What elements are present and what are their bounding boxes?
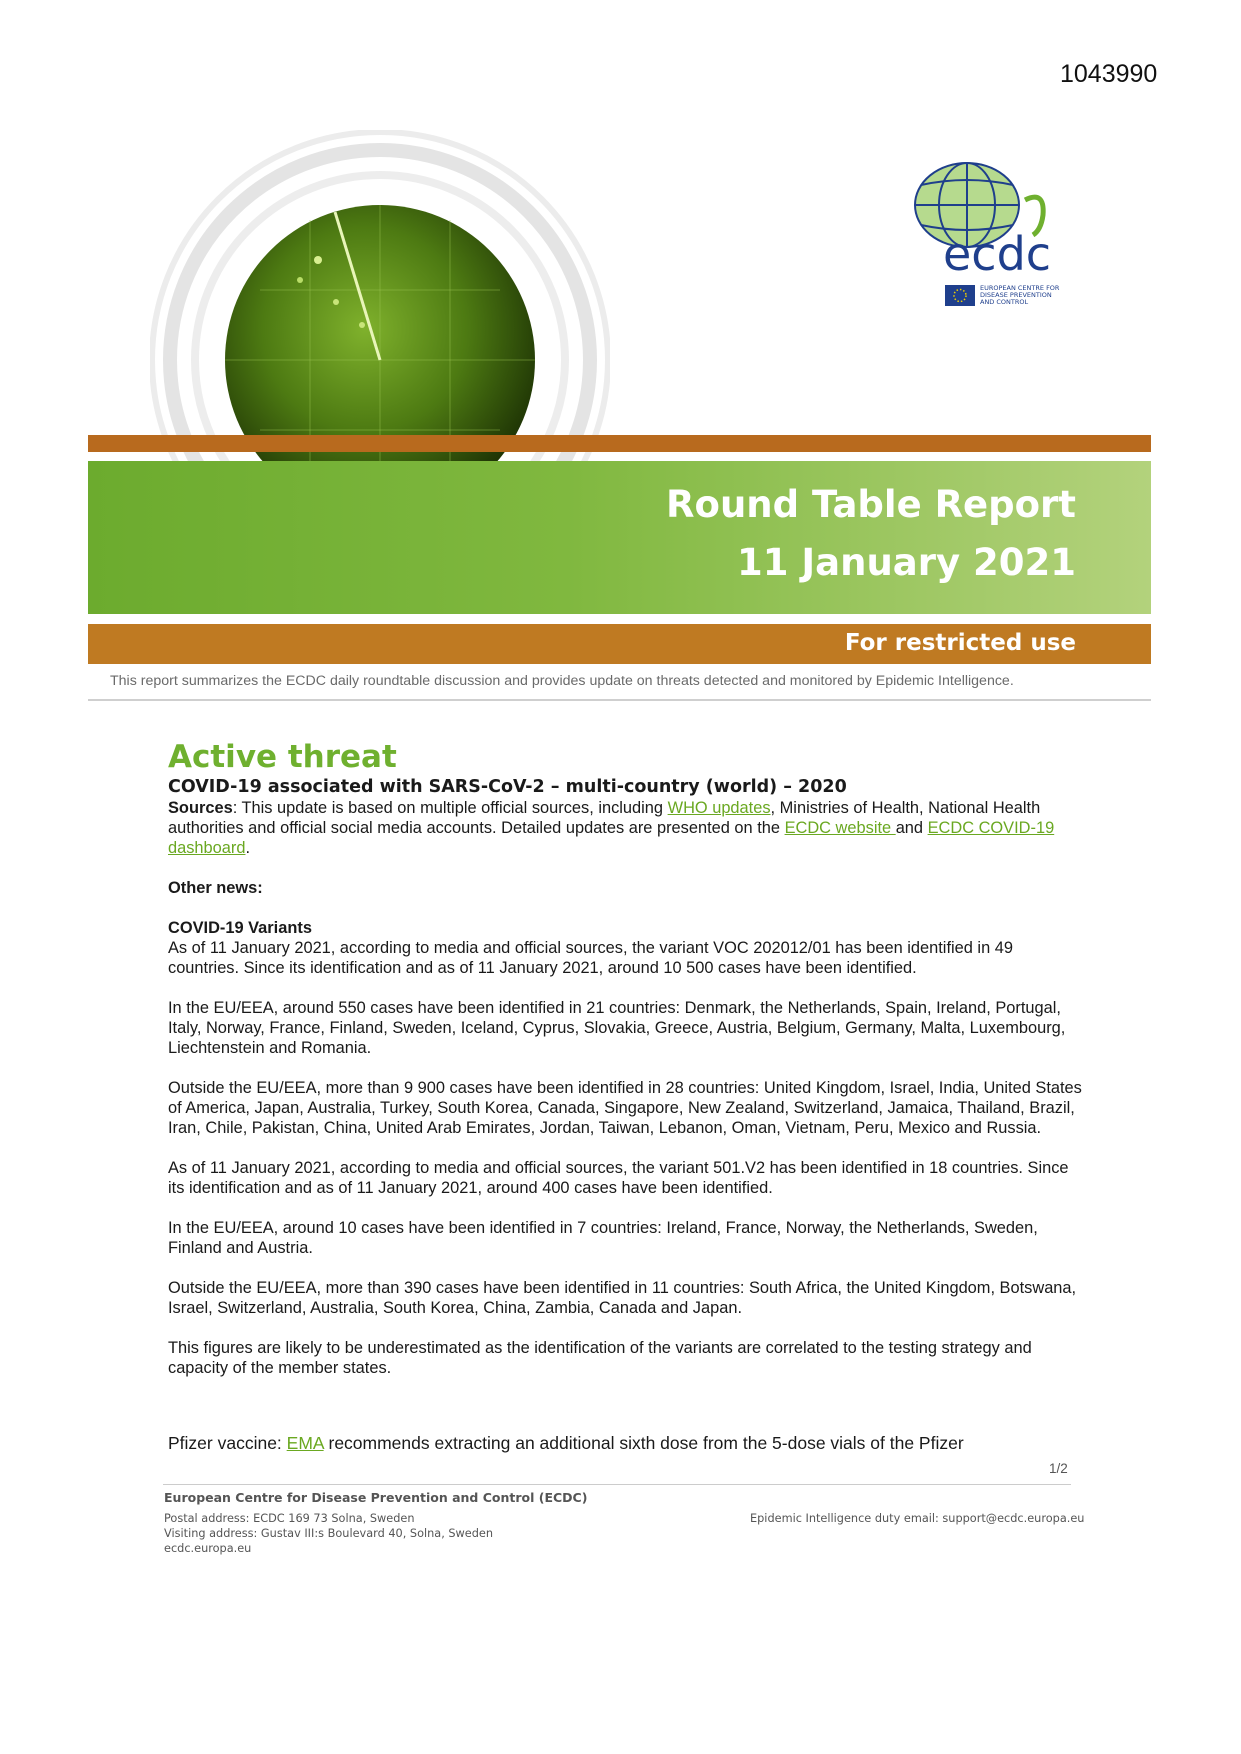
summary-divider: [88, 699, 1151, 701]
duty-email: Epidemic Intelligence duty email: support@ecdc.europa.eu: [750, 1512, 1085, 1525]
report-title: Round Table Report: [666, 483, 1076, 526]
postal-address: Postal address: ECDC 169 73 Solna, Sweden: [164, 1512, 415, 1525]
paragraph: Outside the EU/EEA, more than 9 900 cases have been identified in 28 countries: United Kingdom, Israel, India, United States of America, Japan, Australia, Turkey, South Korea, Canada, Singapore, New Zealand, Switzerland, Jamaica, Thailand, Brazil, Iran, Chile, Pakistan, China, United Arab Emirates, Jordan, Taiwan, Lebanon, Oman, Vietnam, Peru, Mexico and Russia.: [168, 1079, 1082, 1137]
who-updates-link[interactable]: WHO updates: [667, 799, 771, 817]
pfizer-text: recommends extracting an additional sixth dose from the 5-dose vials of the Pfizer: [323, 1433, 964, 1453]
sources-text: : This update is based on multiple official sources, including: [232, 799, 668, 817]
paragraph: Outside the EU/EEA, more than 390 cases have been identified in 11 countries: South Africa, the United Kingdom, Botswana, Israel, Switzerland, Australia, South Korea, China, Zambia, Canada and Japan.: [168, 1279, 1077, 1317]
ecdc-dashboard-link[interactable]: ECDC COVID-19 dashboard: [168, 819, 1055, 857]
sources-text: .: [245, 839, 251, 857]
paragraph: As of 11 January 2021, according to media and official sources, the variant 501.V2 has been identified in 18 countries. Since its identification and as of 11 January 2021, around 400 cases have been identified.: [168, 1159, 1069, 1197]
logo-subtitle-2: DISEASE PREVENTION: [980, 291, 1052, 299]
ecdc-logo: [905, 160, 1080, 320]
footer-addresses: [164, 1511, 493, 1556]
sources-text: , Ministries of Health, National Health authorities and official social media accounts. Detailed updates are presented on the: [168, 799, 1041, 837]
other-news-label: Other news:: [168, 879, 263, 897]
report-summary: This report summarizes the ECDC daily roundtable discussion and provides update on threats detected and monitored by Epidemic Intelligence.: [110, 673, 1014, 689]
document-number: 1043990: [1060, 60, 1158, 88]
sources-label: Sources: [168, 799, 233, 817]
ecdc-website-link[interactable]: ECDC website: [784, 819, 896, 837]
section-heading: Active threat: [168, 739, 397, 775]
footer-divider: [163, 1484, 1071, 1485]
website: ecdc.europa.eu: [164, 1542, 252, 1555]
visiting-address: Visiting address: Gustav III:s Boulevard 40, Solna, Sweden: [164, 1527, 494, 1540]
paragraph: In the EU/EEA, around 10 cases have been identified in 7 countries: Ireland, France, Norway, the Netherlands, Sweden, Finland and Austria.: [168, 1219, 1038, 1257]
pfizer-paragraph: [168, 1432, 1083, 1454]
ema-link[interactable]: EMA: [286, 1433, 324, 1453]
ecdc-logo-graphic: [905, 160, 1080, 320]
restricted-label: For restricted use: [844, 630, 1076, 656]
paragraph: This figures are likely to be underestimated as the identification of the variants are correlated to the testing strategy and capacity of the member states.: [168, 1339, 1032, 1377]
logo-subtitle-3: AND CONTROL: [980, 298, 1029, 306]
sources-paragraph: [168, 798, 1083, 858]
pfizer-label: Pfizer vaccine:: [168, 1433, 287, 1453]
threat-title: COVID-19 associated with SARS-CoV-2 – multi-country (world) – 2020: [168, 777, 847, 797]
logo-text: ecdc: [943, 227, 1052, 281]
page-number: 1/2: [1049, 1461, 1068, 1476]
report-date: 11 January 2021: [737, 541, 1076, 584]
variants-title: COVID-19 Variants: [168, 919, 312, 937]
sources-text: and: [895, 819, 928, 837]
paragraph: In the EU/EEA, around 550 cases have been identified in 21 countries: Denmark, the Netherlands, Spain, Ireland, Portugal, Italy, Norway, France, Finland, Sweden, Iceland, Cyprus, Slovakia, Greece, Austria, Belgium, Germany, Malta, Luxembourg, Liechtenstein and Romania.: [168, 999, 1066, 1057]
paragraph: As of 11 January 2021, according to media and official sources, the variant VOC 202012/01 has been identified in 49 countries. Since its identification and as of 11 January 2021, around 10 500 cases have been identified.: [168, 939, 1013, 977]
footer-organization: European Centre for Disease Prevention and Control (ECDC): [164, 1490, 588, 1505]
main-content: [168, 738, 1083, 1378]
logo-subtitle-1: EUROPEAN CENTRE FOR: [980, 284, 1060, 292]
header-top-band: [88, 435, 1151, 452]
